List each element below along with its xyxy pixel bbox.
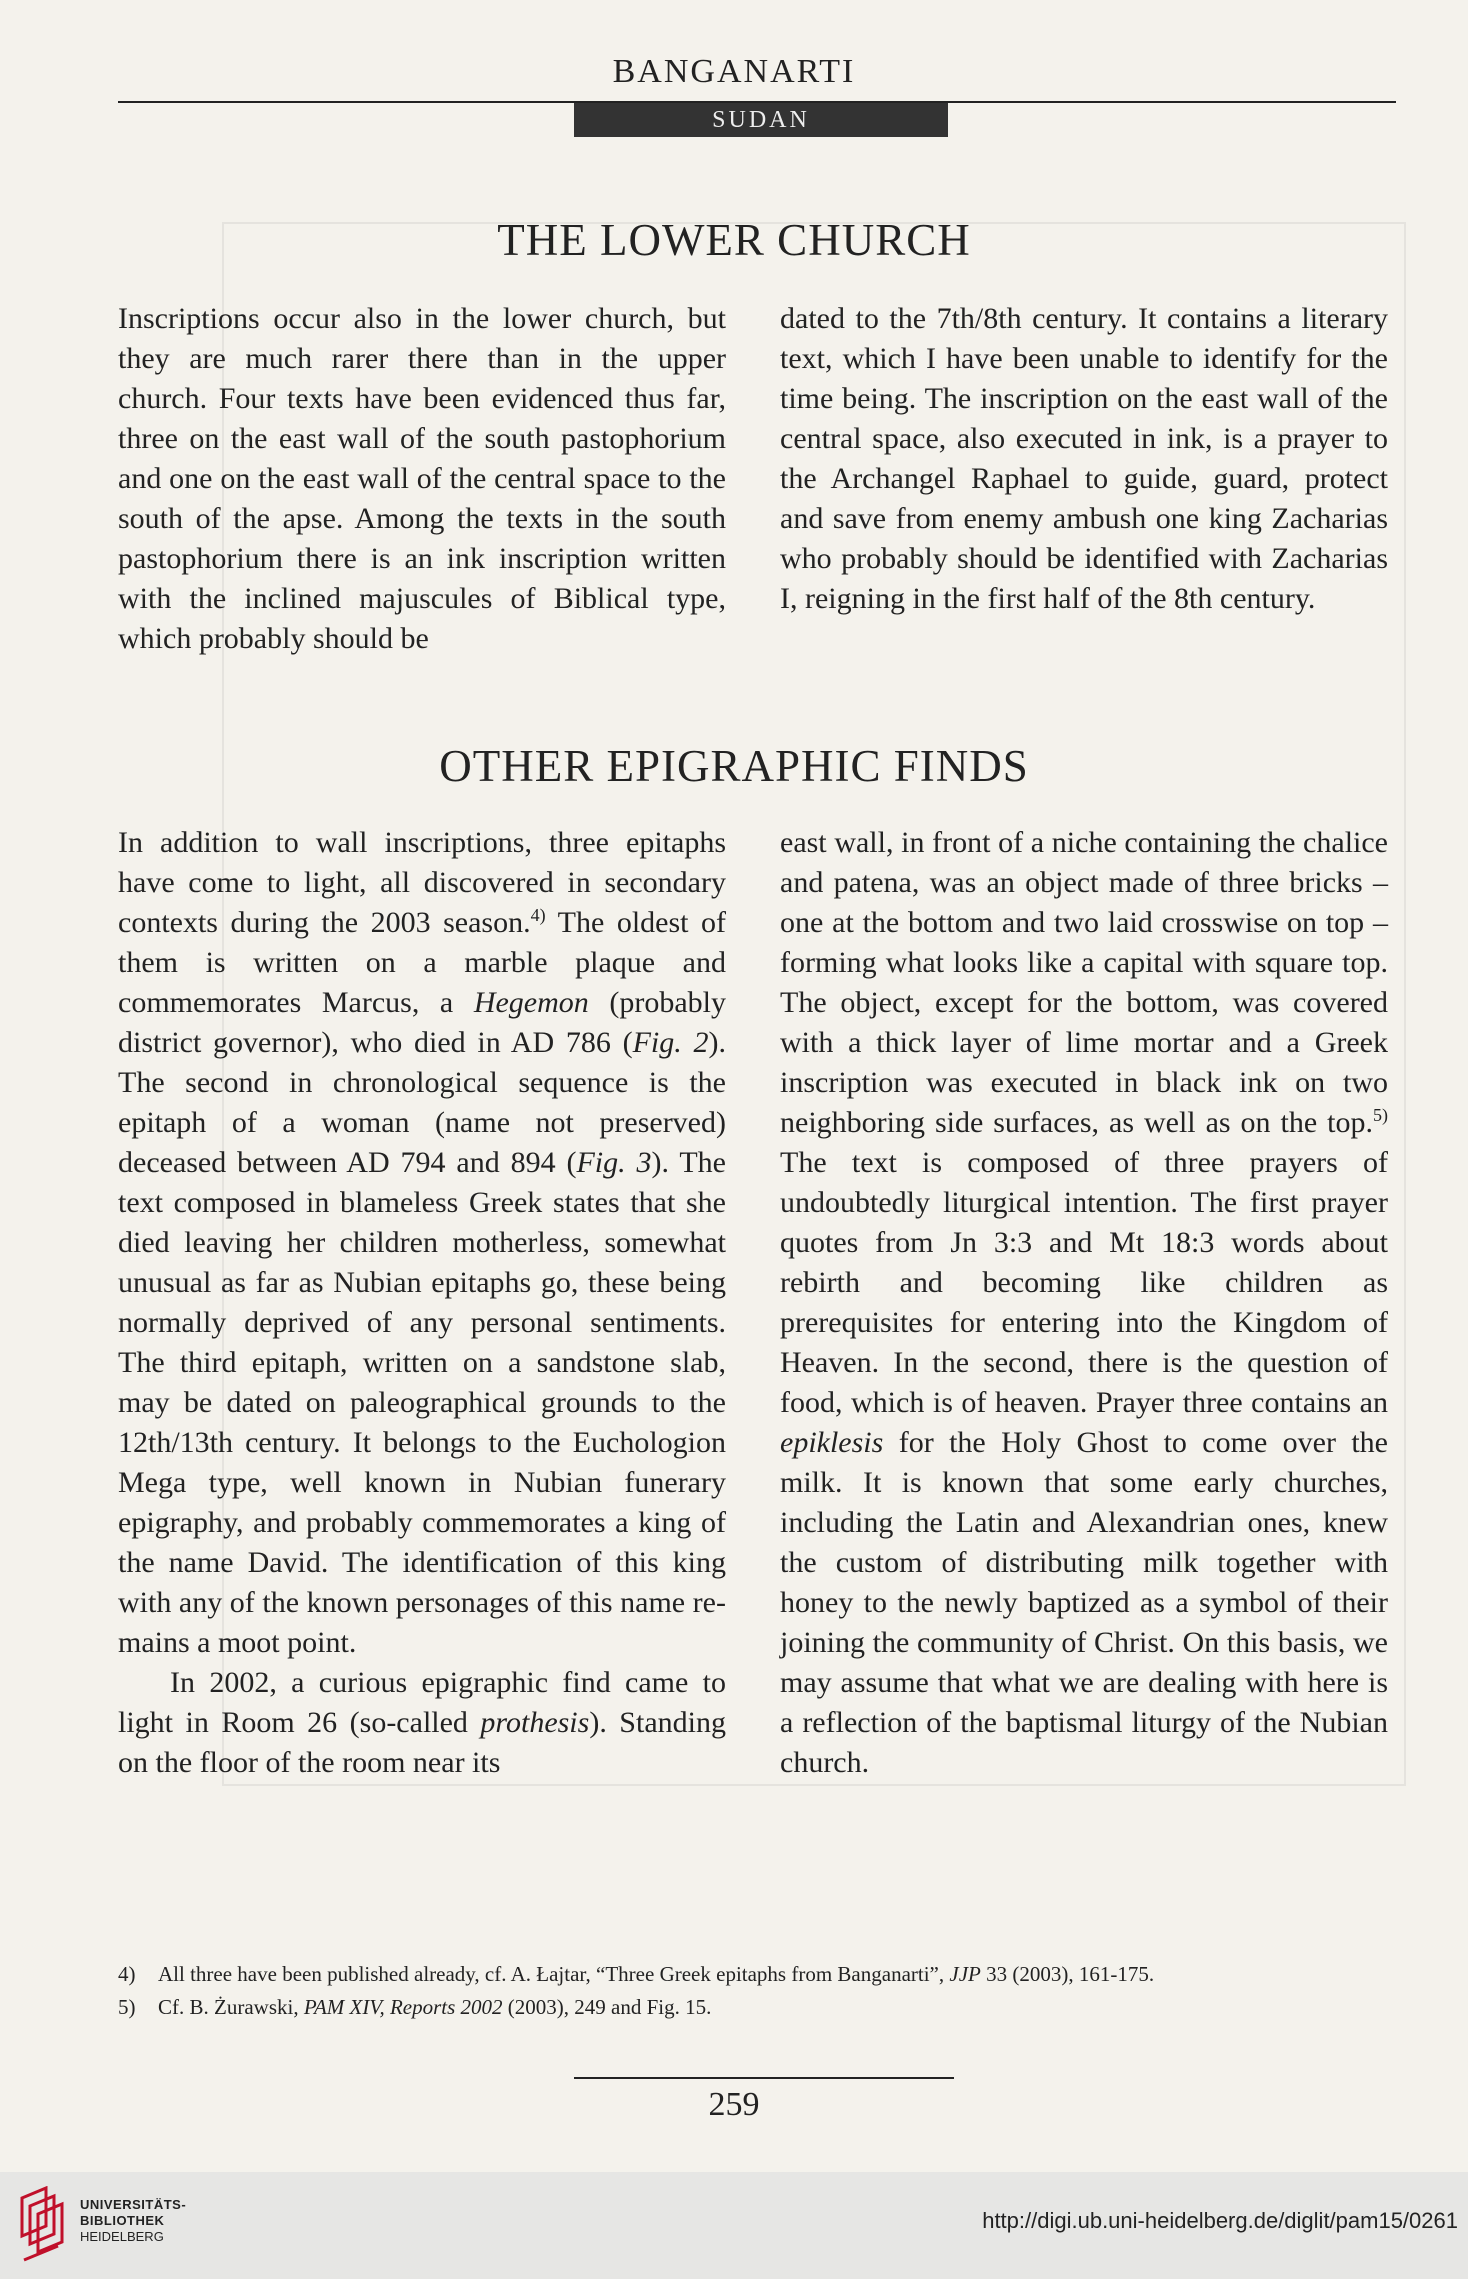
text: In 2002, a curious epigraphic find came to light in Room 26 (so-called xyxy=(118,1666,726,1739)
italic-term: Hegemon xyxy=(473,986,589,1019)
footnote-ref[interactable]: 4) xyxy=(530,905,546,925)
text: ). The text composed in blameless Greek states that she died leaving her children motherless, somewhat unusual as far as Nubian epitaphs go, these being normally deprived of any personal sentiments. The third epitaph, written on a sandstone slab, may be dated on paleographical grounds to the 12th/13th century. It belongs to the Euchologion Mega type, well known in Nubian funerary epigraphy, and probably commemorates a king of the name David. The identification of this king with any of the known personages of this name remains a moot point. xyxy=(118,1146,726,1659)
italic-term: epiklesis xyxy=(780,1426,884,1459)
footnote-text xyxy=(158,1991,1398,2024)
epigraphic-right-column xyxy=(780,823,1388,1783)
text: ). The second in chronological sequence is the epitaph of a woman (name not preserved) deceased between AD 794 and 894 ( xyxy=(118,1026,726,1179)
footnote xyxy=(118,1958,1398,1991)
paragraph: Inscriptions occur also in the lower church, but they are much rarer there than in the upper church. Four texts have been evidenced thus far, three on the east wall of the south pastophorium and one on the east wall of the central space to the south of the apse. Among the texts in the south pastophorium there is an ink inscription written with the inclined majuscules of Biblical type, which probably should be xyxy=(118,302,726,655)
logo-line: UNIVERSITÄTS- xyxy=(80,2197,187,2212)
footnote-number: 5) xyxy=(118,1995,136,2019)
text: for the Holy Ghost to come over the milk. It is known that some early churches, including the Latin and Alexandrian ones, knew the custom of distributing milk together with honey to the newly baptized as a symbol of their joining the community of Christ. On this basis, we may assume that what we are dealing with here is a reflection of the baptismal liturgy of the Nubian church. xyxy=(780,1426,1388,1779)
logo-stroke-base xyxy=(24,2246,58,2260)
lower-church-left-column xyxy=(118,299,726,659)
logo-line: HEIDELBERG xyxy=(80,2229,164,2244)
library-logo-text[interactable] xyxy=(80,2197,186,2245)
paragraph xyxy=(118,1663,726,1783)
paragraph xyxy=(118,823,726,1663)
text: Cf. B. Żurawski, xyxy=(158,1995,304,2019)
text: In addition to wall inscriptions, three epitaphs have come to light, all discovered in secondary contexts during the 2003 season. xyxy=(118,826,726,939)
logo-strokes xyxy=(22,2188,62,2260)
running-header-title: BANGANARTI xyxy=(612,53,856,90)
logo-stroke-middle xyxy=(30,2196,54,2244)
footnotes xyxy=(118,1958,1398,2024)
journal-title: JJP xyxy=(949,1962,981,1986)
text: All three have been published already, cf. A. Łajtar, “Three Greek epitaphs from Banganarti”, xyxy=(158,1962,950,1986)
journal-title: PAM XIV, Reports 2002 xyxy=(303,1995,503,2019)
lower-church-right-column xyxy=(780,299,1388,619)
library-logo-icon[interactable] xyxy=(18,2186,64,2268)
page-number-rule xyxy=(574,2077,954,2079)
page-number: 259 xyxy=(708,2086,760,2123)
header-country-band: SUDAN xyxy=(574,103,948,137)
paragraph: dated to the 7th/8th century. It contains a literary text, which I have been unable to identify for the time being. The inscription on the east wall of the central space, also executed in ink, is a prayer to the Archangel Raphael to guide, guard, protect and save from enemy ambush one king Zacharias who probably should be identified with Zacharias I, reigning in the first half of the 8th century. xyxy=(780,302,1388,615)
italic-term: prothesis xyxy=(480,1706,590,1739)
text: (probably district governor), who died in AD 786 ( xyxy=(118,986,726,1059)
text: east wall, in front of a niche containing the chalice and patena, was an object made of three bricks – one at the bottom and two laid crosswise on top – forming what looks like a capital with square top. The object, except for the bottom, was covered with a thick layer of lime mortar and a Greek inscription was executed in black ink on two neighboring side surfaces, as well as on the top. xyxy=(780,826,1388,1139)
source-url-link[interactable]: http://digi.ub.uni-heidelberg.de/diglit/pam15/0261 xyxy=(982,2208,1458,2233)
footnote xyxy=(118,1991,1398,2024)
text: The text is composed of three prayers of undoubtedly liturgical intention. The first prayer quotes from Jn 3:3 and Mt 18:3 words about rebirth and becoming like children as prerequisites for entering into the Kingdom of Heaven. In the second, there is the question of food, which is of heaven. Prayer three contains an xyxy=(780,1146,1388,1419)
section-heading-lower-church: THE LOWER CHURCH xyxy=(497,215,971,265)
epigraphic-left-column xyxy=(118,823,726,1783)
footnote-number: 4) xyxy=(118,1962,136,1986)
footnote-text xyxy=(158,1958,1398,1991)
logo-line: BIBLIOTHEK xyxy=(80,2213,165,2228)
figure-ref[interactable]: Fig. 2 xyxy=(632,1026,709,1059)
footnote-ref[interactable]: 5) xyxy=(1373,1105,1388,1125)
paragraph xyxy=(780,823,1388,1783)
figure-ref[interactable]: Fig. 3 xyxy=(576,1146,652,1179)
text: 33 (2003), 161-175. xyxy=(980,1962,1155,1986)
section-heading-epigraphic-finds: OTHER EPIGRAPHIC FINDS xyxy=(439,741,1029,791)
text: (2003), 249 and Fig. 15. xyxy=(502,1995,712,2019)
text: The oldest of them is written on a marble plaque and commemorates Marcus, a xyxy=(118,906,727,1019)
text: ). Standing on the floor of the room near its xyxy=(118,1706,726,1779)
